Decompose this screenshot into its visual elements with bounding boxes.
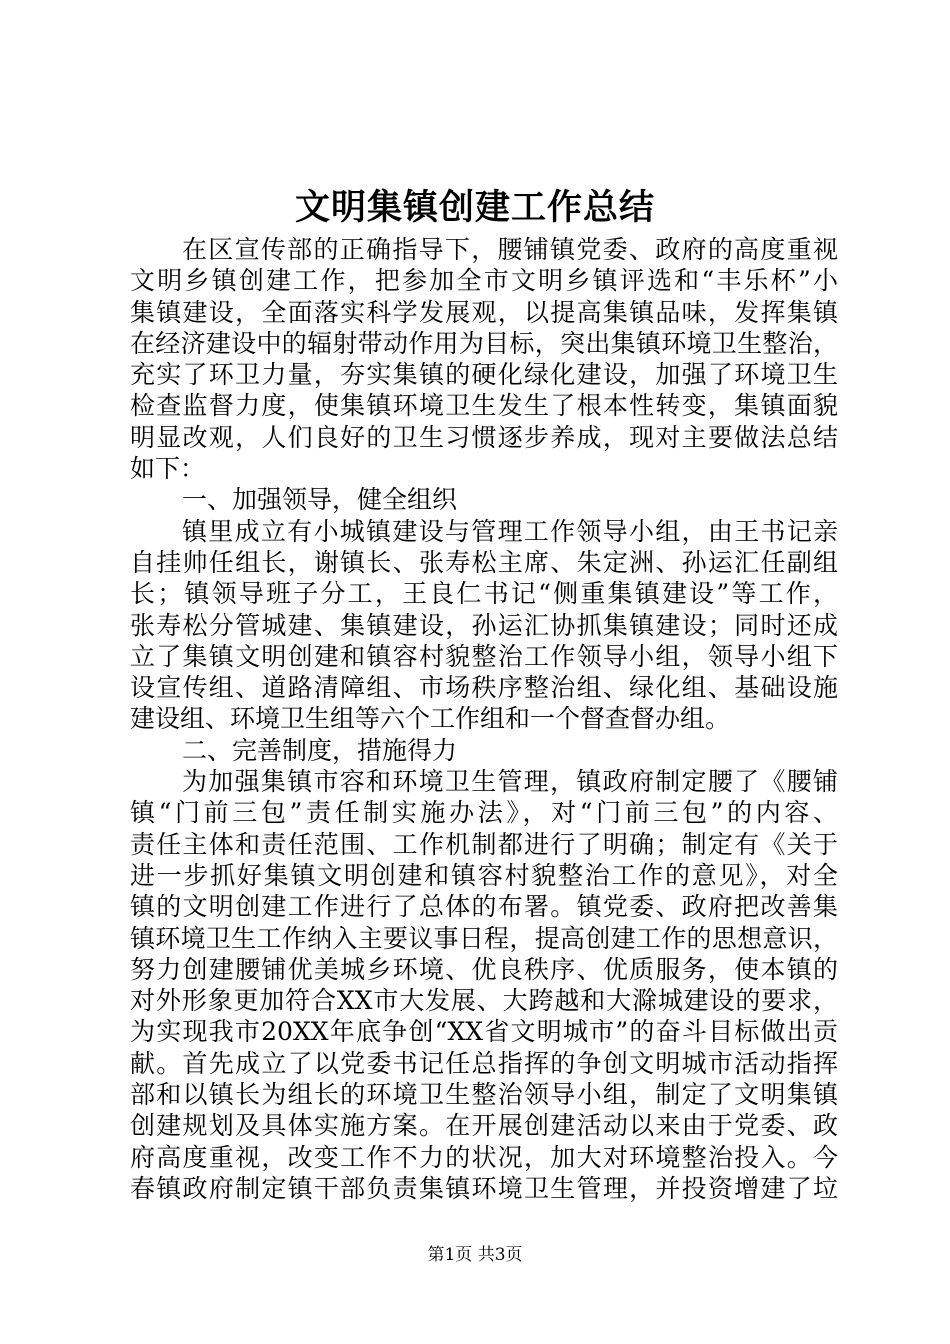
text-line: 创建规划及具体实施方案。在开展创建活动以来由于党委、政	[130, 1111, 838, 1141]
text-line: 建设组、环境卫生组等六个工作组和一个督查督办组。	[130, 704, 731, 734]
text-line: 为实现我市20XX年底争创“XX省文明城市”的奋斗目标做出贡	[130, 1017, 838, 1047]
text-line: 集镇建设，全面落实科学发展观，以提高集镇品味，发挥集镇	[130, 297, 838, 327]
text-line: 春镇政府制定镇干部负责集镇环境卫生管理，并投资增建了垃	[130, 1173, 838, 1203]
text-line: 明显改观，人们良好的卫生习惯逐步养成，现对主要做法总结	[130, 422, 838, 452]
text-line: 二、完善制度，措施得力	[182, 735, 458, 765]
text-line: 长；镇领导班子分工，王良仁书记“侧重集镇建设”等工作，	[130, 579, 838, 609]
text-line: 镇的文明创建工作进行了总体的布署。镇党委、政府把改善集	[130, 892, 838, 922]
text-line: 张寿松分管城建、集镇建设，孙运汇协抓集镇建设；同时还成	[130, 610, 838, 640]
page-title: 文明集镇创建工作总结	[294, 187, 655, 228]
text-line: 部和以镇长为组长的环境卫生整治领导小组，制定了文明集镇	[130, 1080, 838, 1110]
text-line: 如下：	[130, 454, 206, 484]
text-line: 镇“门前三包”责任制实施办法》，对“门前三包”的内容、	[130, 798, 838, 828]
text-line: 镇里成立有小城镇建设与管理工作领导小组，由王书记亲	[182, 516, 838, 546]
text-line: 镇环境卫生工作纳入主要议事日程，提高创建工作的思想意识，	[130, 923, 838, 953]
text-line: 府高度重视，改变工作不力的状况，加大对环境整治投入。今	[130, 1142, 838, 1172]
text-line: 为加强集镇市容和环境卫生管理，镇政府制定腰了《腰铺	[182, 767, 838, 797]
text-line: 充实了环卫力量，夯实集镇的硬化绿化建设，加强了环境卫生	[130, 360, 838, 390]
text-line: 自挂帅任组长，谢镇长、张寿松主席、朱定洲、孙运汇任副组	[130, 547, 838, 577]
document-body	[130, 234, 838, 1204]
text-line: 努力创建腰铺优美城乡环境、优良秩序、优质服务，使本镇的	[130, 954, 838, 984]
text-line: 设宣传组、道路清障组、市场秩序整治组、绿化组、基础设施	[130, 673, 838, 703]
text-line: 责任主体和责任范围、工作机制都进行了明确；制定有《关于	[130, 829, 838, 859]
text-line: 在区宣传部的正确指导下，腰铺镇党委、政府的高度重视	[182, 235, 838, 264]
text-line: 立了集镇文明创建和镇容村貌整治工作领导小组，领导小组下	[130, 641, 838, 671]
text-line: 检查监督力度，使集镇环境卫生发生了根本性转变，集镇面貌	[130, 391, 838, 421]
text-line: 文明乡镇创建工作，把参加全市文明乡镇评选和“丰乐杯”小	[130, 266, 838, 296]
page-footer: 第1页 共3页	[427, 1245, 523, 1265]
text-line: 进一步抓好集镇文明创建和镇容村貌整治工作的意见》，对全	[130, 860, 838, 890]
text-line: 对外形象更加符合XX市大发展、大跨越和大滁城建设的要求，	[130, 986, 838, 1016]
text-line: 一、加强领导，健全组织	[182, 485, 458, 515]
text-line: 献。首先成立了以党委书记任总指挥的争创文明城市活动指挥	[130, 1048, 838, 1078]
text-line: 在经济建设中的辐射带动作用为目标，突出集镇环境卫生整治，	[130, 328, 838, 358]
